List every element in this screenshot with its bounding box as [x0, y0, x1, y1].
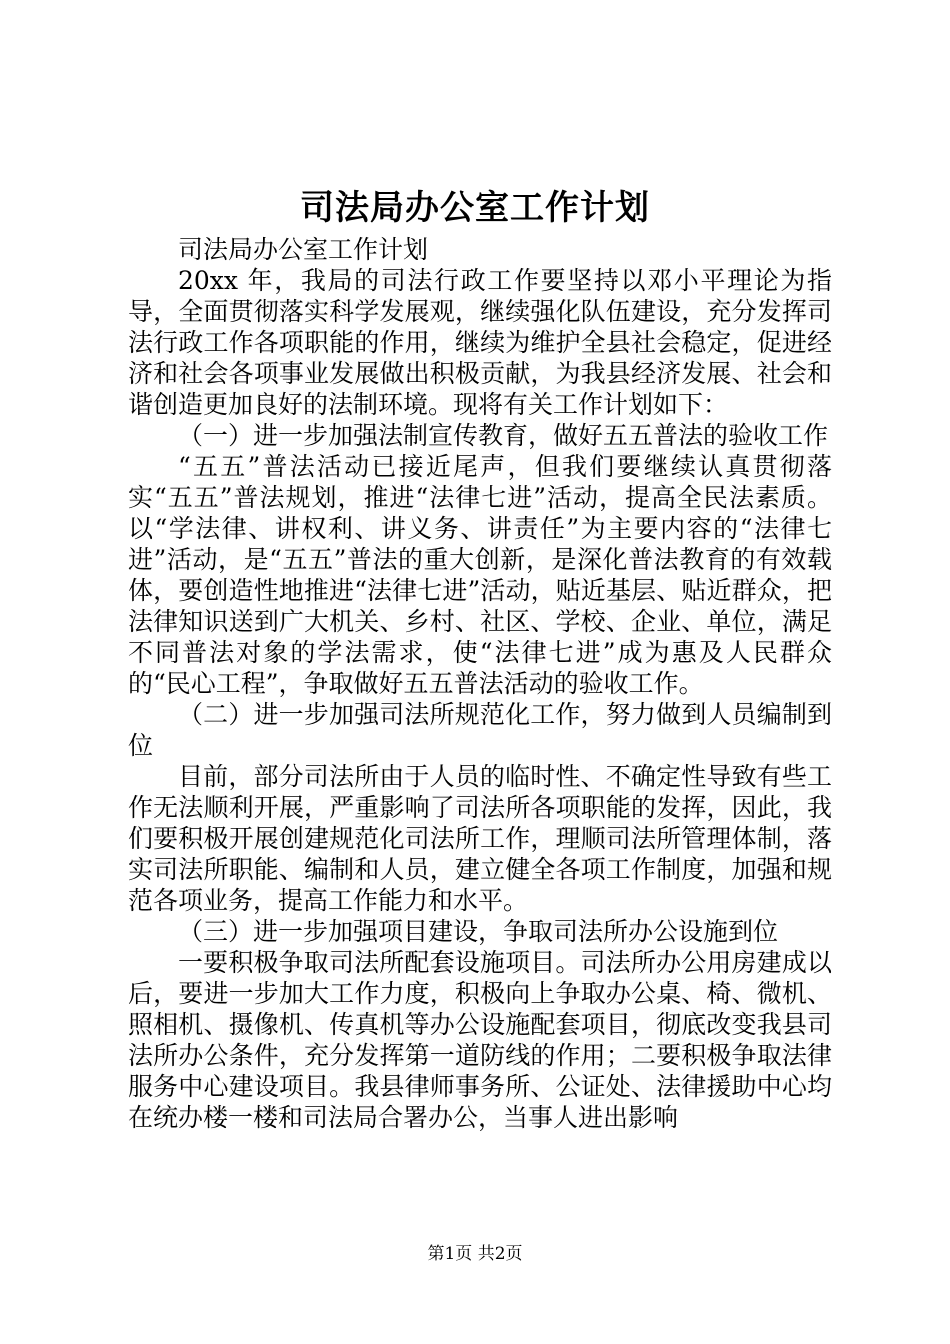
section-heading-3: （三）进一步加强项目建设，争取司法所办公设施到位 — [178, 917, 779, 946]
paragraph-intro: 20xx 年，我局的司法行政工作要坚持以邓小平理论为指导，全面贯彻落实科学发展观，继续强化队伍建设，充分发挥司法行政工作各项职能的作用，继续为维护全县社会稳定，促进经济和社会各项事业发展做出积极贡献，为我县经济发展、社会和谐创造更加良好的法制环境。现将有关工作计划如下： — [128, 266, 832, 419]
paragraph-subtitle: 司法局办公室工作计划 — [178, 235, 429, 264]
document-body — [128, 234, 832, 1133]
section-heading-2: （二）进一步加强司法所规范化工作，努力做到人员编制到位 — [128, 700, 832, 760]
paragraph-section-3: 一要积极争取司法所配套设施项目。司法所办公用房建成以后，要进一步加大工作力度，积极向上争取办公桌、椅、微机、照相机、摄像机、传真机等办公设施配套项目，彻底改变我县司法所办公条件，充分发挥第一道防线的作用；二要积极争取法律服务中心建设项目。我县律师事务所、公证处、法律援助中心均在统办楼一楼和司法局合署办公，当事人进出影响 — [128, 948, 832, 1132]
paragraph-section-1: “五五”普法活动已接近尾声，但我们要继续认真贯彻落实“五五”普法规划，推进“法律七进”活动，提高全民法素质。以“学法律、讲权利、讲义务、讲责任”为主要内容的“法律七进”活动，是“五五”普法的重大创新，是深化普法教育的有效载体，要创造性地推进“法律七进”活动，贴近基层、贴近群众，把法律知识送到广大机关、乡村、社区、学校、企业、单位，满足不同普法对象的学法需求，使“法律七进”成为惠及人民群众的“民心工程”，争取做好五五普法活动的验收工作。 — [128, 452, 832, 698]
section-heading-1: （一）进一步加强法制宣传教育，做好五五普法的验收工作 — [178, 421, 829, 450]
document-title: 司法局办公室工作计划 — [300, 188, 650, 228]
page-number-footer: 第1页 共2页 — [427, 1244, 523, 1264]
paragraph-section-2: 目前，部分司法所由于人员的临时性、不确定性导致有些工作无法顺利开展，严重影响了司法所各项职能的发挥，因此，我们要积极开展创建规范化司法所工作，理顺司法所管理体制，落实司法所职能、编制和人员，建立健全各项工作制度，加强和规范各项业务，提高工作能力和水平。 — [128, 762, 832, 915]
